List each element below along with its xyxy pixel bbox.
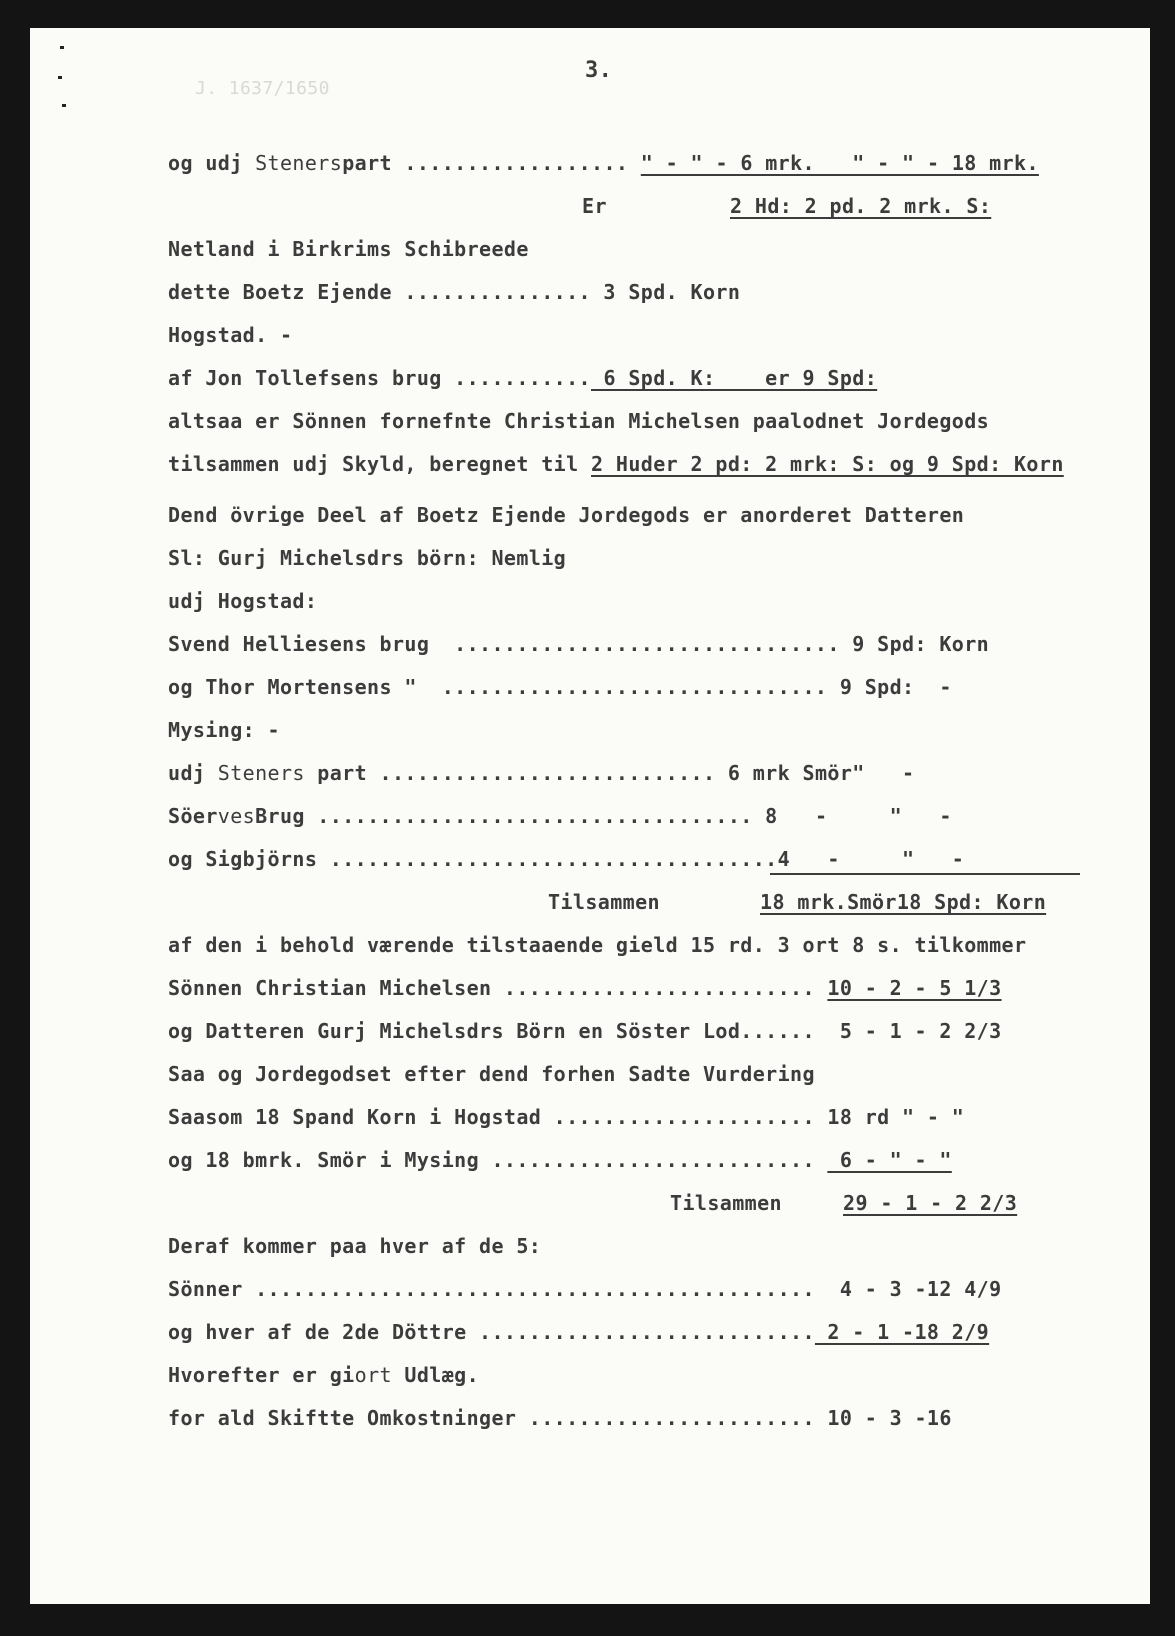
- text-line: af den i behold værende tilstaaende gield 15 rd. 3 ort 8 s. tilkommer: [168, 933, 1027, 957]
- binder-mark: [58, 76, 62, 79]
- text-line: Sönnen Christian Michelsen ......................... 10 - 2 - 5 1/3: [168, 976, 1002, 1000]
- text-line: Hogstad. -: [168, 323, 293, 347]
- text-line: for ald Skiftte Omkostninger ....................... 10 - 3 -16: [168, 1406, 952, 1430]
- text-line: Sl: Gurj Michelsdrs börn: Nemlig: [168, 546, 567, 570]
- text-line: og udj Stenerspart .................. " - " - 6 mrk. " - " - 18 mrk.: [168, 151, 1039, 175]
- text-line: Saa og Jordegodset efter dend forhen Sadte Vurdering: [168, 1062, 815, 1086]
- text-line: tilsammen udj Skyld, beregnet til 2 Huder 2 pd: 2 mrk: S: og 9 Spd: Korn: [168, 452, 1064, 476]
- underline-rule: [770, 873, 1080, 875]
- text-line: og Datteren Gurj Michelsdrs Börn en Söster Lod...... 5 - 1 - 2 2/3: [168, 1019, 1002, 1043]
- sum-value: 18 mrk.Smör18 Spd: Korn: [760, 890, 1047, 914]
- text-line: af Jon Tollefsens brug ........... 6 Spd. K: er 9 Spd:: [168, 366, 878, 390]
- text-line: udj Hogstad:: [168, 589, 318, 613]
- text-line: Saasom 18 Spand Korn i Hogstad ..................... 18 rd " - ": [168, 1105, 965, 1129]
- sum-label: Tilsammen: [548, 890, 660, 914]
- text-line: altsaa er Sönnen fornefnte Christian Michelsen paalodnet Jordegods: [168, 409, 990, 433]
- sum-label: Er: [582, 194, 607, 218]
- document-page: [30, 28, 1150, 1604]
- text-line: Netland i Birkrims Schibreede: [168, 237, 529, 261]
- binder-mark: [62, 104, 66, 107]
- faint-header: J. 1637/1650: [195, 78, 330, 99]
- text-line: Sönner ............................................. 4 - 3 -12 4/9: [168, 1277, 1002, 1301]
- text-line: SöervesBrug ................................... 8 - " -: [168, 804, 952, 828]
- sum-value: 29 - 1 - 2 2/3: [843, 1191, 1018, 1215]
- page-number: 3.: [585, 58, 613, 83]
- binder-mark: [60, 46, 64, 49]
- text-line: og Thor Mortensens " ............................... 9 Spd: -: [168, 675, 952, 699]
- text-line: og hver af de 2de Döttre ........................... 2 - 1 -18 2/9: [168, 1320, 990, 1344]
- text-line: og 18 bmrk. Smör i Mysing .......................... 6 - " - ": [168, 1148, 952, 1172]
- text-line: Dend övrige Deel af Boetz Ejende Jordegods er anorderet Datteren: [168, 503, 965, 527]
- text-line: Hvorefter er giort Udlæg.: [168, 1363, 480, 1387]
- text-line: og Sigbjörns ....................................4 - " -: [168, 847, 965, 871]
- text-line: udj Steners part ........................... 6 mrk Smör" -: [168, 761, 915, 785]
- text-line: Svend Helliesens brug ............................... 9 Spd: Korn: [168, 632, 990, 656]
- sum-label: Tilsammen: [670, 1191, 782, 1215]
- sum-value: 2 Hd: 2 pd. 2 mrk. S:: [730, 194, 992, 218]
- text-line: Mysing: -: [168, 718, 280, 742]
- text-line: Deraf kommer paa hver af de 5:: [168, 1234, 542, 1258]
- text-line: dette Boetz Ejende ............... 3 Spd. Korn: [168, 280, 741, 304]
